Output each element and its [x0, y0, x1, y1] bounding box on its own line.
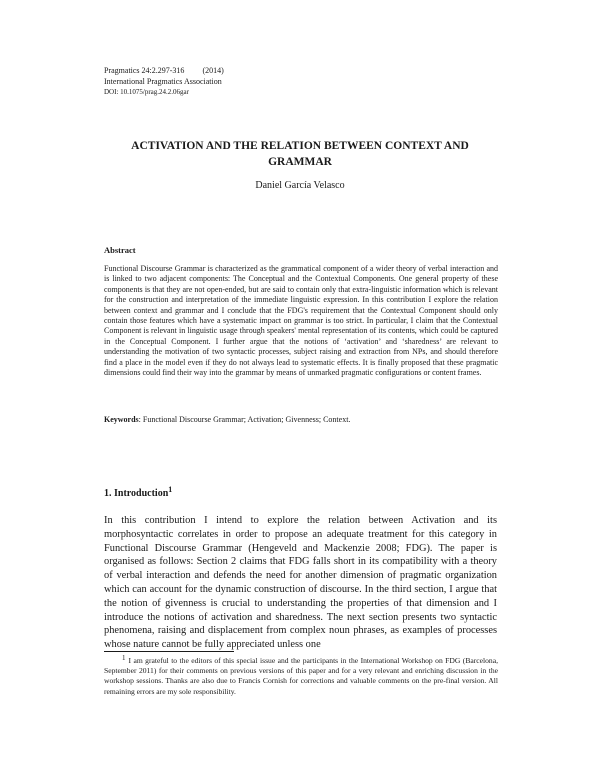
footnote-text: I am grateful to the editors of this special issue and the participants in the International Workshop on FDG (Barcelona, September 2011) for their comments on previous versions of this paper and for a very relevant and enriching discussion in the workshop sessions. Thanks are also due to Francis Cornish for corrections and valuable comments on the pre-final version. All remaining errors are my sole responsibility. [104, 656, 498, 696]
journal-citation-line [104, 65, 224, 76]
section-heading [104, 485, 173, 499]
abstract-text: Functional Discourse Grammar is characterized as the grammatical component of a wider theory of verbal interaction and is linked to two adjacent components: The Conceptual and the Contextual Components. One general property of these components is that they are not open-ended, but are said to contain only that extra-linguistic information which is relevant for the construction and interpretation of the immediate linguistic expression. In this contribution I explore the relation between context and grammar and I conclude that the FDG's requirement that the Contextual Component should only contain those features which have a systematic impact on grammar is too strict. In particular, I claim that the Contextual Component is relevant in linguistic usage through speakers' mental representation of its contents, which could be captured in the Conceptual Component. I further argue that the notions of ‘activation’ and ‘sharedness’ are relevant to understanding the motivation of two syntactic processes, subject raising and extraction from NPs, and should therefore find a place in the model even if they do not always lead to systematic effects. It is finally proposed that these pragmatic dimensions could find their way into the grammar by means of unmarked pragmatic configurations or content frames. [104, 264, 498, 378]
author-name: Daniel García Velasco [255, 180, 345, 191]
abstract-heading: Abstract [104, 245, 136, 255]
journal-association: International Pragmatics Association [104, 77, 222, 86]
footnote-mark: 1 [122, 654, 126, 662]
footnote-divider [104, 651, 234, 652]
paper-title: ACTIVATION AND THE RELATION BETWEEN CONTEXT AND GRAMMAR [131, 140, 469, 168]
journal-year: (2014) [202, 66, 224, 75]
keywords-list: : Functional Discourse Grammar; Activation; Givenness; Context. [138, 415, 351, 424]
journal-header [104, 65, 224, 98]
keywords [104, 415, 498, 425]
footnote [104, 656, 498, 697]
section-title: 1. Introduction [104, 488, 169, 499]
keywords-label: Keywords [104, 415, 139, 424]
footnote-reference[interactable]: 1 [168, 485, 173, 494]
introduction-text: In this contribution I intend to explore the relation between Activation and its morphosyntactic correlates in order to propose an adequate treatment for this category in Functional Discourse Grammar (Hengeveld and Mackenzie 2008; FDG). The paper is organised as follows: Section 2 claims that FDG falls short in its compatibility with a theory of verbal interaction and defends the need for another dimension of pragmatic organization which can account for the dynamic construction of discourse. In the third section, I argue that the notion of givenness is crucial to understanding the properties of that dimension and I introduce the notions of activation and sharedness. The next section presents two syntactic phenomena, raising and displacement from complex noun phrases, as examples of processes whose nature cannot be fully appreciated unless one [104, 515, 497, 651]
journal-citation: Pragmatics 24:2.297-316 [104, 66, 185, 75]
doi: DOI: 10.1075/prag.24.2.06gar [104, 88, 189, 96]
